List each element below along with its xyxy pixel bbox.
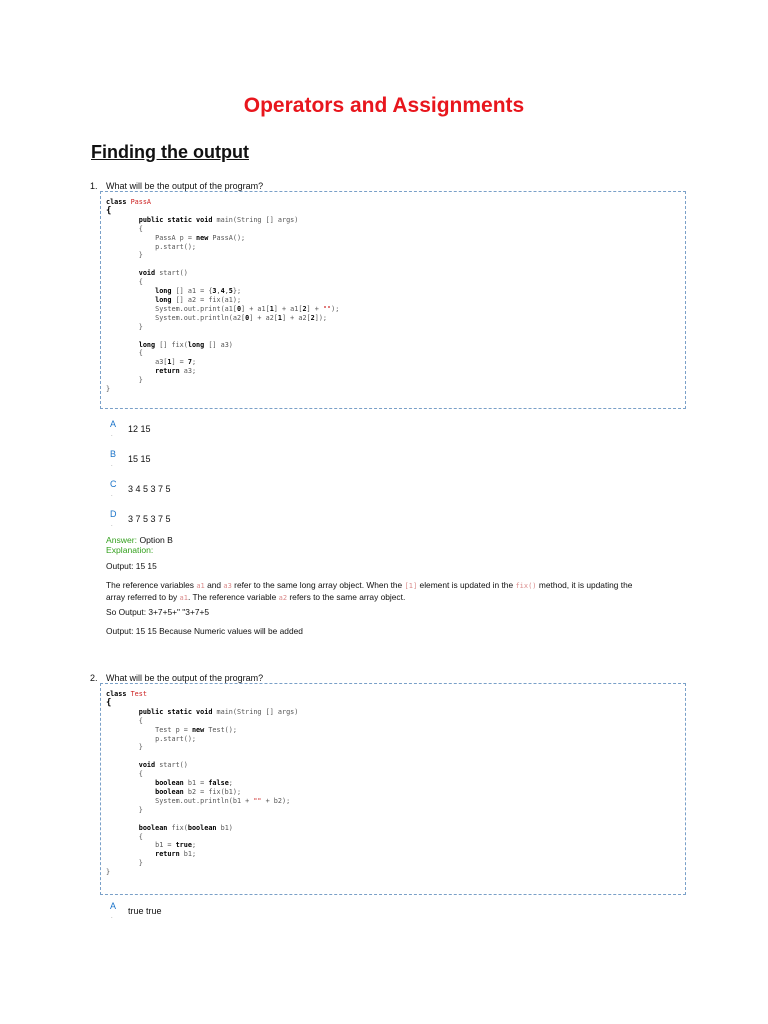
section-heading: Finding the output: [91, 142, 249, 162]
para-text-h: refers to the same array object.: [287, 592, 406, 602]
option-c-value[interactable]: 3 4 5 3 7 5: [128, 484, 171, 494]
explanation-output: Output: 15 15: [106, 561, 157, 571]
q2-option-a-value[interactable]: true true: [128, 906, 162, 916]
index-token: [1]: [404, 582, 418, 590]
question-1-code: class PassA { public static void main(String [] args) { PassA p = new PassA(); p.start(); } void start() { long [] a1 = {3,4,5}; long [] a2 = fix(a1); System.out.print(a1[0] + a1[1] + a1[2] + ""); System.out.println(a2[0] + a2[1] + a2[2]); } long [] fix(long [] a3) { a3[1] = 7; return a3; } }: [106, 198, 340, 394]
option-d-letter[interactable]: D: [110, 509, 117, 519]
explanation-label: Explanation:: [106, 545, 154, 555]
question-1-text: What will be the output of the program?: [106, 181, 264, 191]
para-text-g: . The reference variable: [187, 592, 279, 602]
question-2-text: What will be the output of the program?: [106, 673, 264, 683]
final-output-line: Output: 15 15 Because Numeric values will be added: [106, 626, 303, 636]
page-title: Operators and Assignments: [243, 94, 525, 117]
var-a1-second: a1: [179, 594, 188, 602]
option-b-value[interactable]: 15 15: [128, 454, 151, 464]
option-a-value[interactable]: 12 15: [128, 424, 151, 434]
para-text-c: refer to the same long array object. When the: [231, 580, 405, 590]
answer-line: [106, 535, 173, 545]
para-text-a: The reference variables: [106, 580, 197, 590]
var-a1: a1: [196, 582, 205, 590]
var-a2: a2: [278, 594, 288, 602]
para-text-f: array referred to by: [106, 592, 180, 602]
fix-method-token: fix(): [515, 582, 537, 590]
q2-option-a-letter[interactable]: A: [110, 901, 117, 911]
para-text-b: and: [204, 580, 224, 590]
question-2-number: 2.: [90, 673, 98, 683]
option-c-dot: .: [111, 492, 113, 498]
question-2-code: class Test { public static void main(String [] args) { Test p = new Test(); p.start(); } void start() { boolean b1 = false; boolean b2 = fix(b1); System.out.println(b1 + "" + b2); } boolean fix(boolean b1) { b1 = true; return b1; } }: [106, 690, 299, 877]
option-b-letter[interactable]: B: [110, 449, 117, 459]
explanation-paragraph: [106, 580, 676, 604]
option-a-letter[interactable]: A: [110, 419, 117, 429]
var-a3: a3: [223, 582, 232, 590]
question-1-number: 1.: [90, 181, 98, 191]
para-text-d: element is updated in the: [417, 580, 516, 590]
option-a-dot: .: [111, 432, 113, 438]
option-b-dot: .: [111, 462, 113, 468]
para-text-e: method, it is updating the: [536, 580, 633, 590]
option-d-dot: .: [111, 522, 113, 528]
answer-label: Answer:: [106, 535, 138, 545]
q2-option-a-dot: .: [111, 914, 113, 920]
option-d-value[interactable]: 3 7 5 3 7 5: [128, 514, 171, 524]
answer-value: Option B: [139, 535, 173, 545]
option-c-letter[interactable]: C: [110, 479, 117, 489]
so-output-line: So Output: 3+7+5+" "3+7+5: [106, 607, 210, 617]
